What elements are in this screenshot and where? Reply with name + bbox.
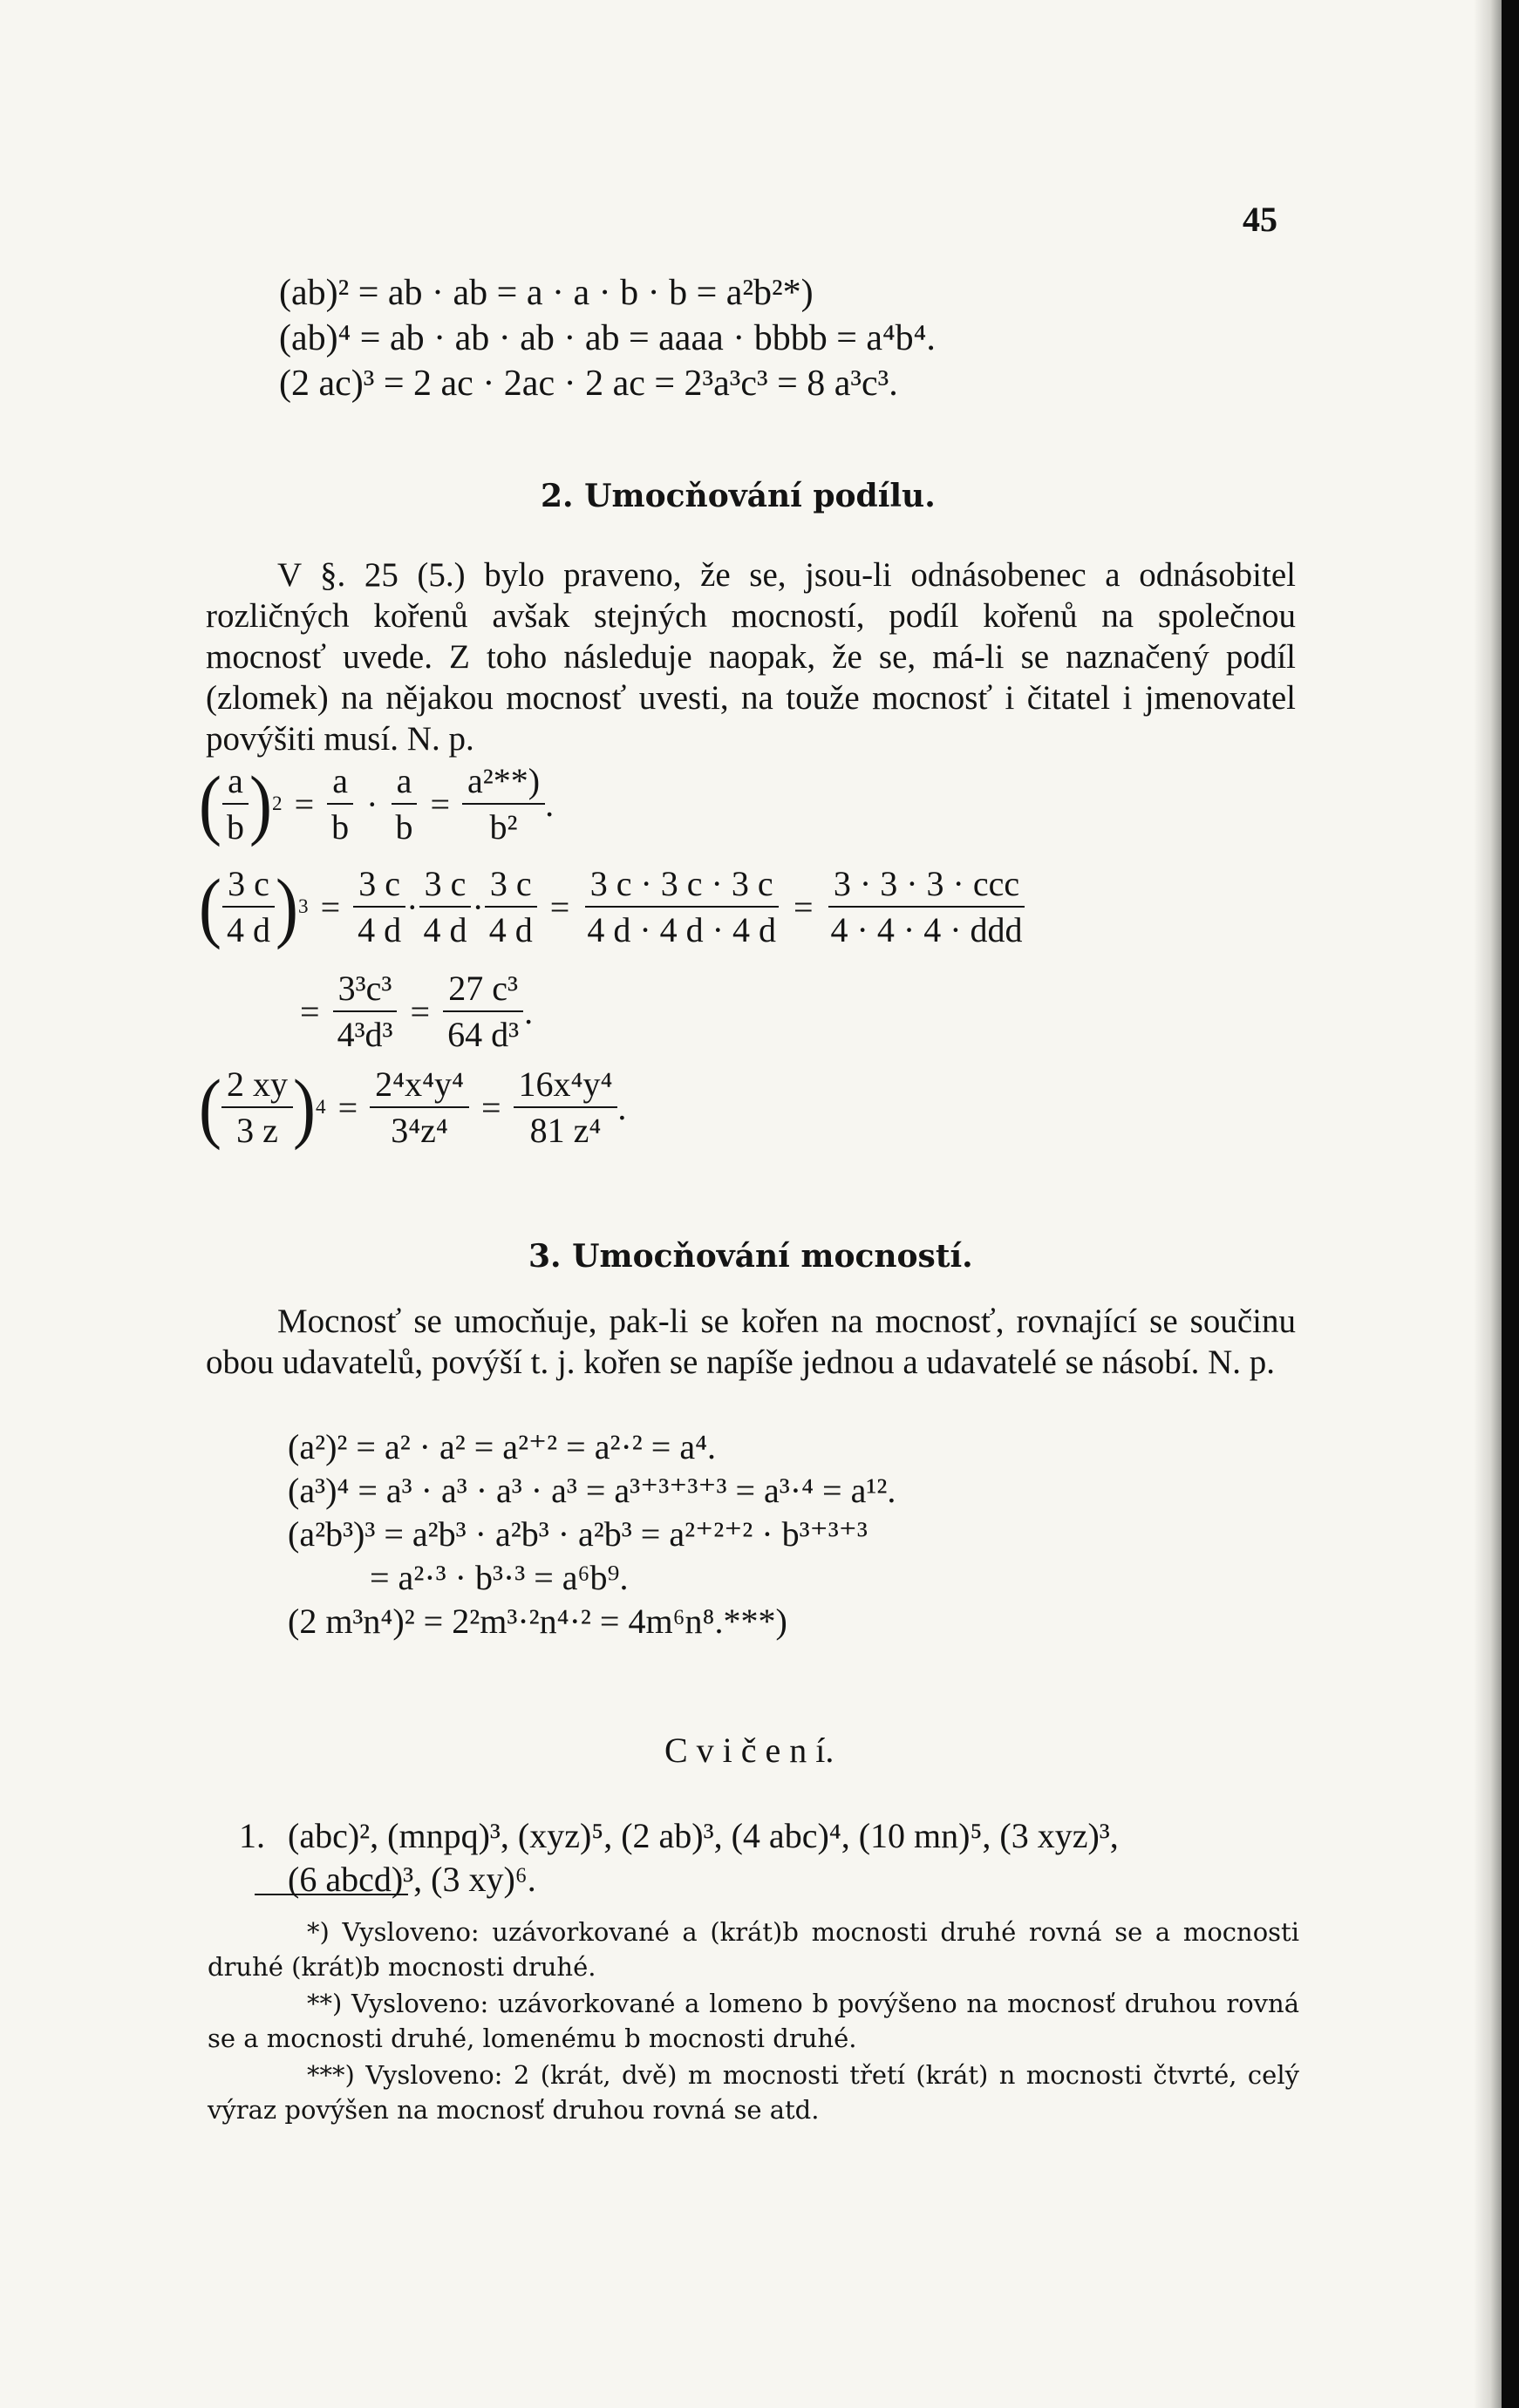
- fraction-equation-2xy-over-3z: ( $\frac{2 xy}{3 z}$ ) 4 = $\frac{\text{2⁴x⁴y⁴}}{\text{3⁴z⁴}}$ = $\frac{\text{16x⁴y⁴}}{\text{81 z⁴}}$ .: [199, 1063, 627, 1151]
- equation-ab-fourth: (ab)⁴ = ab · ab · ab · ab = aaaa · bbbb = a⁴b⁴.: [279, 318, 936, 358]
- paragraph-podil: [206, 554, 1296, 759]
- fraction: $\frac{\text{3³c³}}{\text{4³d³}}$: [332, 968, 398, 1055]
- fraction: $\frac{3 c}{4 d}$: [418, 863, 472, 950]
- footnote-1: *) Vysloveno: uzávorkované a (krát)b mocnosti druhé rovná se a mocnosti druhé (krát)b mocnosti druhé.: [208, 1917, 1299, 1982]
- exercise-line-2: (6 abcd)³, (3 xy)⁶.: [288, 1860, 536, 1899]
- footnote-separator: [255, 1894, 408, 1895]
- fraction: $\frac{3 c}{4 d}$: [352, 863, 406, 950]
- page-number: 45: [1243, 200, 1277, 239]
- fraction: $\frac{\text{3 · 3 · 3 · ccc}}{\text{4 · 4 · 4 · ddd}}$: [826, 863, 1028, 950]
- fraction: $\frac{\text{a²**)}}{\text{b²}}$: [462, 760, 545, 847]
- fraction: $\frac{\text{16x⁴y⁴}}{\text{81 z⁴}}$: [514, 1064, 618, 1151]
- fraction-equation-3c-over-4d: ( $\frac{3 c}{4 d}$ ) 3 = $\frac{3 c}{4 d}$ · $\frac{3 c}{4 d}$ · $\frac{3 c}{4 d}$ = $\frac{3 c \cdot 3 c \cdot 3 c}{4 d \cdot 4 d \cdot 4 d}$ = $\frac{\text{3 · 3 · 3 · ccc}}{\text{4 · 4 · 4 · ddd}}$: [199, 863, 1028, 950]
- equation-2ac-cubed: (2 ac)³ = 2 ac · 2ac · 2 ac = 2³a³c³ = 8 a³c³.: [279, 364, 898, 404]
- footnote-3: ***) Vysloveno: 2 (krát, dvě) m mocnosti třetí (krát) n mocnosti čtvrté, celý výraz povýšen na mocnosť druhou rovná se atd.: [208, 2060, 1299, 2125]
- power-equation-3-continuation: = a²·³ · b³·³ = a⁶b⁹.: [370, 1558, 629, 1597]
- heading-umocnovani-podilu: 2. Umocňování podílu.: [541, 478, 936, 514]
- fraction: $\frac{\text{27 c³}}{\text{64 d³}}$: [442, 968, 524, 1055]
- power-equation-3: (a²b³)³ = a²b³ · a²b³ · a²b³ = a²⁺²⁺² · b³⁺³⁺³: [288, 1514, 868, 1554]
- footnote-2: **) Vysloveno: uzávorkované a lomeno b povýšeno na mocnosť druhou rovná se a mocnosti druhé, lomenému b mocnosti druhé.: [208, 1989, 1299, 2053]
- exercise-number: 1.: [239, 1816, 265, 1855]
- paragraph-mocnost-text: Mocnosť se umocňuje, pak-li se kořen na mocnosť, rovnající se součinu obou udavatelů, povýší t. j. kořen se napíše jednou a udavatelé se násobí. N. p.: [206, 1303, 1296, 1381]
- fraction-equation-a-over-b: ( $\frac{a}{b}$ ) 2 = $\frac{a}{b}$ · $\frac{a}{b}$ = $\frac{\text{a²**)}}{\text{b²}}$ .: [199, 759, 555, 847]
- page-edge-shadow: [1474, 0, 1502, 2408]
- exercise-line-1: (abc)², (mnpq)³, (xyz)⁵, (2 ab)³, (4 abc)⁴, (10 mn)⁵, (3 xyz)³,: [288, 1816, 1119, 1855]
- paragraph-mocnost: [206, 1301, 1296, 1383]
- fraction: $\frac{a}{b}$: [390, 760, 418, 847]
- paragraph-podil-text: V §. 25 (5.) bylo praveno, že se, jsou-li odnásobenec a odnásobitel rozličných kořenů avšak stejných mocností, podíl kořenů na společnou mocnosť uvede. Z toho následuje naopak, že se, má-li se naznačený podíl (zlomek) na nějakou mocnosť uvesti, na touže mocnosť i čitatel i jmenovatel povýšiti musí. N. p.: [206, 556, 1296, 758]
- fraction: $\frac{a}{b}$: [326, 760, 354, 847]
- section-title-cviceni: C v i č e n í.: [664, 1731, 834, 1770]
- heading-umocnovani-mocnosti: 3. Umocňování mocností.: [528, 1238, 973, 1275]
- fraction: $\frac{2 xy}{3 z}$: [221, 1064, 293, 1151]
- power-equation-1: (a²)² = a² · a² = a²⁺² = a²·² = a⁴.: [288, 1427, 717, 1466]
- power-equation-2: (a³)⁴ = a³ · a³ · a³ · a³ = a³⁺³⁺³⁺³ = a³·⁴ = a¹².: [288, 1471, 896, 1510]
- fraction: $\frac{a}{b}$: [221, 760, 249, 847]
- fraction: $\frac{3 c}{4 d}$: [221, 863, 276, 950]
- power-equation-4: (2 m³n⁴)² = 2²m³·²n⁴·² = 4m⁶n⁸.***): [288, 1602, 787, 1641]
- fraction: $\frac{3 c \cdot 3 c \cdot 3 c}{4 d \cdot 4 d \cdot 4 d}$: [582, 863, 781, 950]
- fraction: $\frac{3 c}{4 d}$: [484, 863, 538, 950]
- fraction-equation-continuation: = $\frac{\text{3³c³}}{\text{4³d³}}$ = $\frac{\text{27 c³}}{\text{64 d³}}$ .: [300, 969, 534, 1054]
- fraction: $\frac{\text{2⁴x⁴y⁴}}{\text{3⁴z⁴}}$: [370, 1064, 469, 1151]
- equation-ab-squared: (ab)² = ab · ab = a · a · b · b = a²b²*): [279, 273, 814, 313]
